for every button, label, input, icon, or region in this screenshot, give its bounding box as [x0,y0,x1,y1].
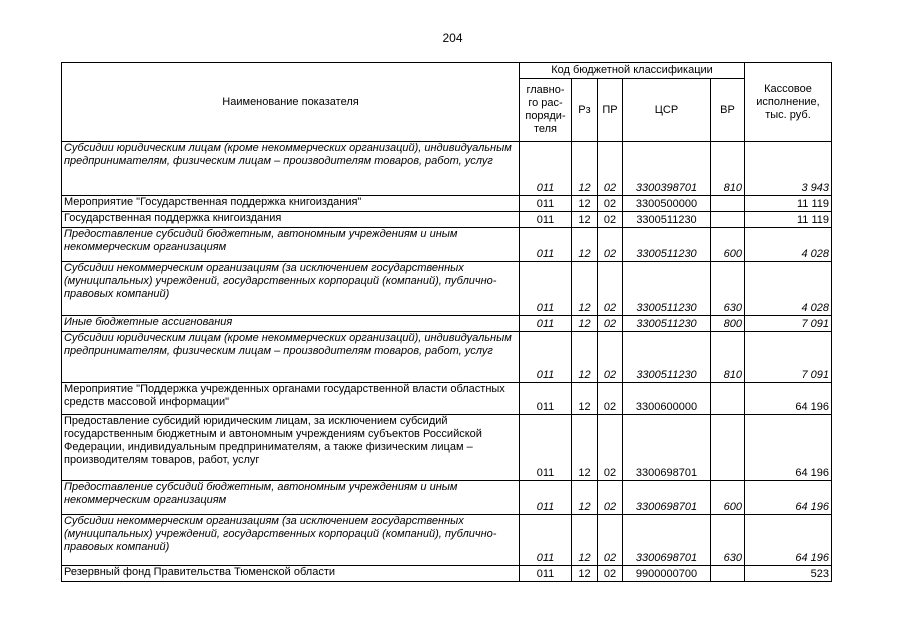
table-row [62,515,832,566]
row-name: Предоставление субсидий бюджетным, автономным учреждениям и иным некоммерческим организациям [62,228,520,262]
row-admin-code: 011 [520,332,572,383]
table-row [62,142,832,196]
row-vr-code: 810 [711,142,745,196]
row-amount: 7 091 [745,332,832,383]
row-vr-code: 810 [711,332,745,383]
header-cash-execution: Кассовое исполнение, тыс. руб. [745,63,832,142]
table-row [62,212,832,228]
table-row [62,566,832,582]
row-rz-code: 12 [572,196,598,212]
row-csr-code: 3300511230 [623,212,711,228]
row-vr-code: 600 [711,228,745,262]
table-row [62,228,832,262]
row-vr-code [711,415,745,481]
row-amount: 523 [745,566,832,582]
row-rz-code: 12 [572,316,598,332]
row-amount: 64 196 [745,415,832,481]
row-amount: 11 119 [745,196,832,212]
header-indicator-name: Наименование показателя [62,63,520,142]
row-rz-code: 12 [572,262,598,316]
row-name: Иные бюджетные ассигнования [62,316,520,332]
row-name: Предоставление субсидий бюджетным, автономным учреждениям и иным некоммерческим организациям [62,481,520,515]
header-budget-classification-code: Код бюджетной классификации [520,63,745,79]
row-amount: 3 943 [745,142,832,196]
header-pr: ПР [598,79,623,142]
row-name: Предоставление субсидий юридическим лицам, за исключением субсидий государственным бюджетным и автономным учреждениям субъектов Российской Федерации, индивидуальным предпринимателям, а также физическим лицам – производителям товаров, работ, услуг [62,415,520,481]
header-row-top [62,63,832,79]
row-vr-code [711,196,745,212]
row-name: Субсидии некоммерческим организациям (за исключением государственных (муниципальных) учреждений, государственных корпораций (компаний), публично-правовых компаний) [62,515,520,566]
row-csr-code: 3300511230 [623,316,711,332]
header-csr: ЦСР [623,79,711,142]
row-pr-code: 02 [598,196,623,212]
row-vr-code [711,566,745,582]
row-name: Резервный фонд Правительства Тюменской области [62,566,520,582]
row-amount: 11 119 [745,212,832,228]
row-admin-code: 011 [520,196,572,212]
row-pr-code: 02 [598,228,623,262]
row-csr-code: 3300600000 [623,383,711,415]
row-vr-code [711,383,745,415]
row-csr-code: 3300698701 [623,415,711,481]
row-amount: 64 196 [745,515,832,566]
row-pr-code: 02 [598,415,623,481]
row-name: Субсидии юридическим лицам (кроме некоммерческих организаций), индивидуальным предпринимателям, физическим лицам – производителям товаров, работ, услуг [62,332,520,383]
row-amount: 64 196 [745,383,832,415]
row-pr-code: 02 [598,566,623,582]
row-admin-code: 011 [520,316,572,332]
budget-execution-table [61,62,832,582]
row-csr-code: 9900000700 [623,566,711,582]
row-csr-code: 3300698701 [623,515,711,566]
row-pr-code: 02 [598,262,623,316]
row-amount: 64 196 [745,481,832,515]
row-amount: 4 028 [745,262,832,316]
row-csr-code: 3300500000 [623,196,711,212]
header-rz: Рз [572,79,598,142]
row-vr-code [711,212,745,228]
row-admin-code: 011 [520,481,572,515]
row-rz-code: 12 [572,228,598,262]
row-pr-code: 02 [598,332,623,383]
row-csr-code: 3300511230 [623,262,711,316]
table-row [62,415,832,481]
row-name: Субсидии юридическим лицам (кроме некоммерческих организаций), индивидуальным предпринимателям, физическим лицам – производителям товаров, работ, услуг [62,142,520,196]
row-rz-code: 12 [572,212,598,228]
row-vr-code: 800 [711,316,745,332]
row-rz-code: 12 [572,332,598,383]
row-pr-code: 02 [598,316,623,332]
table-row [62,481,832,515]
row-rz-code: 12 [572,142,598,196]
row-admin-code: 011 [520,212,572,228]
row-name: Государственная поддержка книгоиздания [62,212,520,228]
row-admin-code: 011 [520,515,572,566]
row-csr-code: 3300511230 [623,332,711,383]
row-rz-code: 12 [572,566,598,582]
row-pr-code: 02 [598,481,623,515]
row-amount: 4 028 [745,228,832,262]
table-row [62,383,832,415]
row-admin-code: 011 [520,142,572,196]
row-rz-code: 12 [572,481,598,515]
row-name: Мероприятие "Государственная поддержка книгоиздания" [62,196,520,212]
header-vr: ВР [711,79,745,142]
row-pr-code: 02 [598,515,623,566]
row-name: Субсидии некоммерческим организациям (за исключением государственных (муниципальных) учреждений, государственных корпораций (компаний), публично-правовых компаний) [62,262,520,316]
row-csr-code: 3300698701 [623,481,711,515]
row-pr-code: 02 [598,383,623,415]
row-vr-code: 630 [711,262,745,316]
table-row [62,316,832,332]
row-name: Мероприятие "Поддержка учрежденных органами государственной власти областных средств массовой информации" [62,383,520,415]
page-number: 204 [442,31,463,45]
table-row [62,262,832,316]
table-row [62,332,832,383]
row-admin-code: 011 [520,228,572,262]
row-rz-code: 12 [572,415,598,481]
row-admin-code: 011 [520,383,572,415]
row-csr-code: 3300398701 [623,142,711,196]
header-chief-administrator: главно- го рас- поряди- теля [520,79,572,142]
table-row [62,196,832,212]
row-admin-code: 011 [520,415,572,481]
row-rz-code: 12 [572,383,598,415]
row-rz-code: 12 [572,515,598,566]
row-csr-code: 3300511230 [623,228,711,262]
row-amount: 7 091 [745,316,832,332]
row-admin-code: 011 [520,566,572,582]
row-pr-code: 02 [598,142,623,196]
row-admin-code: 011 [520,262,572,316]
row-pr-code: 02 [598,212,623,228]
table-body [62,142,832,582]
row-vr-code: 630 [711,515,745,566]
row-vr-code: 600 [711,481,745,515]
